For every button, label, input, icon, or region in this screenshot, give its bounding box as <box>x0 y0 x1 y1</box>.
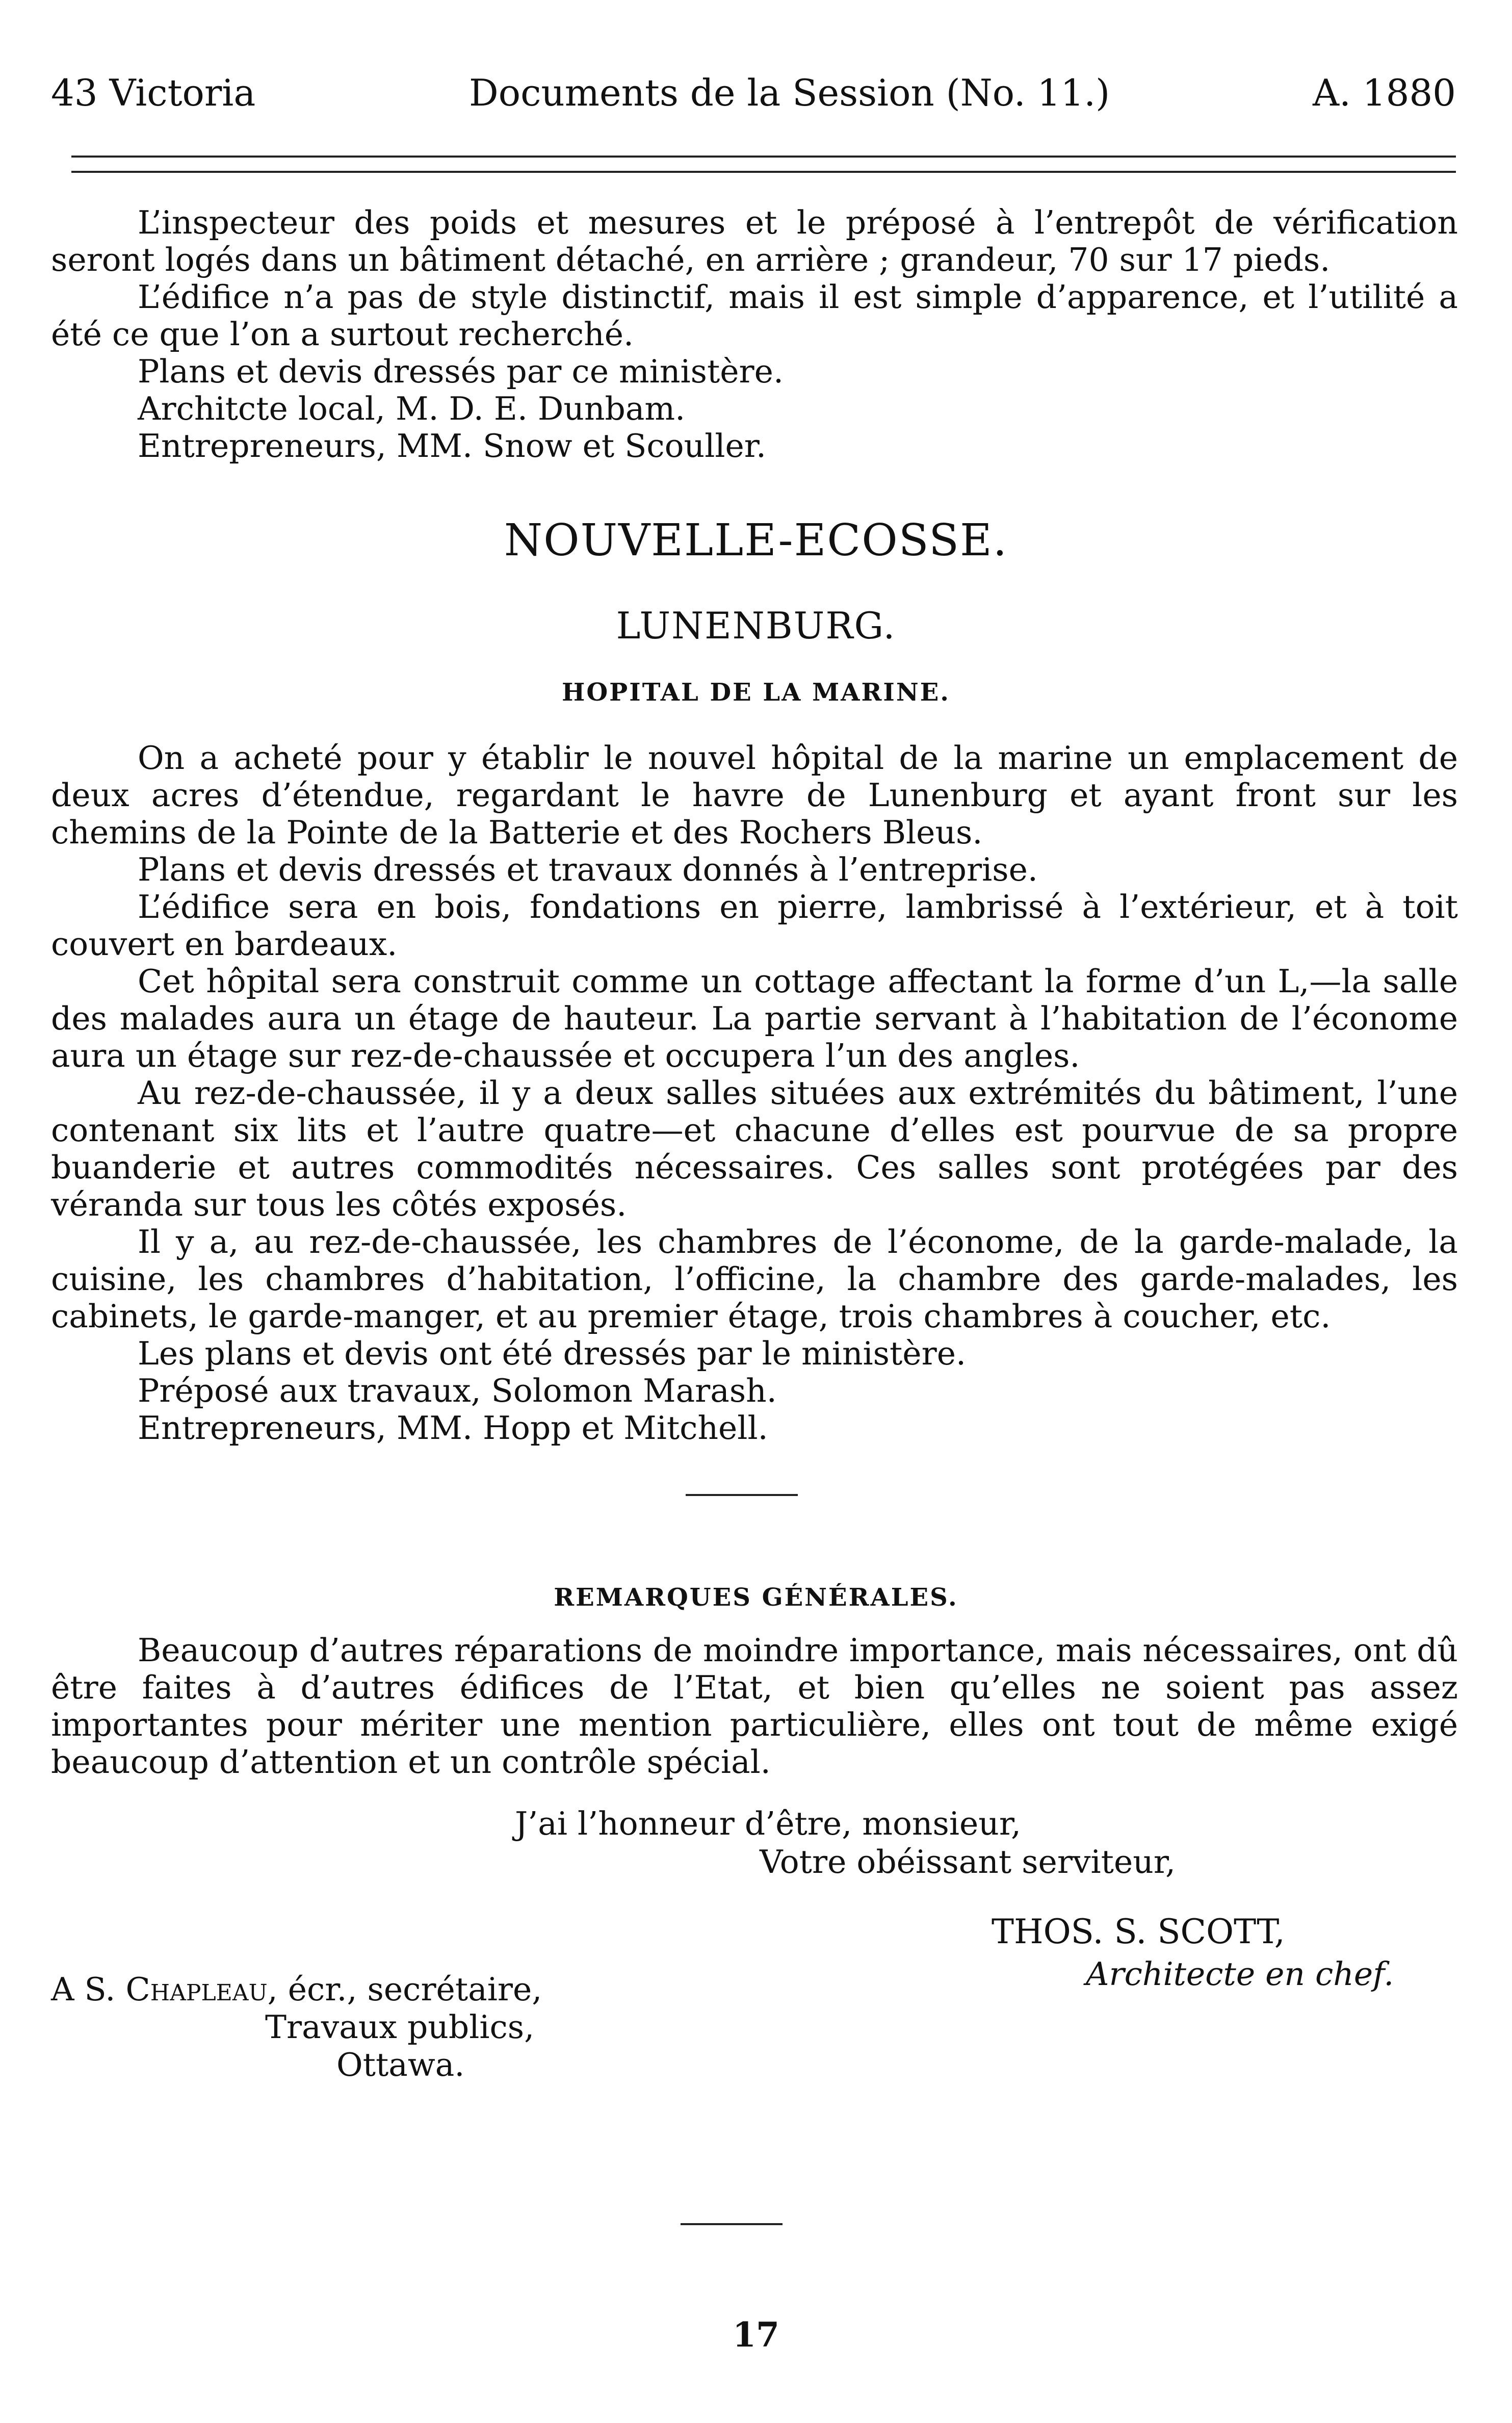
intro-line-contractors: Entrepreneurs, MM. Snow et Scouller. <box>138 427 766 465</box>
intro-section <box>51 204 1458 465</box>
hospital-line-supervisor: Préposé aux travaux, Solomon Marash. <box>138 1372 777 1409</box>
running-header <box>51 71 1456 127</box>
header-right: A. 1880 <box>1312 71 1456 114</box>
town-heading: LUNENBURG. <box>616 604 896 647</box>
addressee-prefix: A S. <box>51 1971 116 2008</box>
addressee-name: Chapleau <box>125 1971 268 2008</box>
footer-separator <box>681 2223 783 2225</box>
hospital-section <box>51 739 1458 1447</box>
remarks-heading: REMARQUES GÉNÉRALES. <box>554 1583 958 1612</box>
hospital-subheading: HOPITAL DE LA MARINE. <box>561 678 951 707</box>
hospital-paragraph-3: L’édifice sera en bois, fondations en pierre, lambrissé à l’extérieur, et à toit couvert en bardeaux. <box>51 888 1458 963</box>
header-left: 43 Victoria <box>51 71 256 114</box>
hospital-paragraph-6: Il y a, au rez-de-chaussée, les chambres de l’économe, de la garde-malade, la cuisine, les chambres d’habitation, l’officine, la chambre des garde-malades, les cabinets, le garde-manger, et au premier étage, trois chambres à coucher, etc. <box>51 1223 1458 1335</box>
intro-line-architect: Architcte local, M. D. E. Dunbam. <box>138 390 686 427</box>
intro-paragraph-2: L’édifice n’a pas de style distinctif, mais il est simple d’apparence, et l’utilité a été ce que l’on a surtout recherché. <box>51 278 1458 353</box>
header-rule-bottom <box>71 171 1456 173</box>
remarks-section <box>51 1632 1458 1781</box>
section-separator <box>686 1494 798 1496</box>
addressee-role: , écr., secrétaire, <box>267 1971 542 2008</box>
addressee-line-3: Ottawa. <box>336 2046 465 2083</box>
signature-name: THOS. S. SCOTT, <box>992 1912 1285 1951</box>
hospital-line-plans: Plans et devis dressés et travaux donnés à l’entreprise. <box>138 851 1038 888</box>
header-center: Documents de la Session (No. 11.) <box>469 71 1110 114</box>
closing-servant: Votre obéissant serviteur, <box>760 1843 1176 1880</box>
hospital-line-contractors: Entrepreneurs, MM. Hopp et Mitchell. <box>138 1409 768 1447</box>
province-heading: NOUVELLE-ECOSSE. <box>504 515 1008 566</box>
intro-line-plans: Plans et devis dressés par ce ministère. <box>138 353 784 390</box>
addressee-line-2: Travaux publics, <box>265 2008 535 2046</box>
page-number: 17 <box>733 2315 779 2355</box>
closing-salutation: J’ai l’honneur d’être, monsieur, <box>515 1805 1022 1842</box>
hospital-paragraph-1: On a acheté pour y établir le nouvel hôpital de la marine un emplacement de deux acres d’étendue, regardant le havre de Lunenburg et ayant front sur les chemins de la Pointe de la Batterie et des Rochers Bleus. <box>51 739 1458 851</box>
intro-paragraph-1: L’inspecteur des poids et mesures et le préposé à l’entrepôt de vérification seront logés dans un bâtiment détaché, en arrière ; grandeur, 70 sur 17 pieds. <box>51 204 1458 278</box>
hospital-paragraph-4: Cet hôpital sera construit comme un cottage affectant la forme d’un L,—la salle des malades aura un étage de hauteur. La partie servant à l’habitation de l’économe aura un étage sur rez-de-chaussée et occupera l’un des angles. <box>51 963 1458 1074</box>
addressee-block <box>51 1971 542 2084</box>
header-rule-top <box>71 156 1456 158</box>
hospital-paragraph-5: Au rez-de-chaussée, il y a deux salles situées aux extrémités du bâtiment, l’une contenant six lits et l’autre quatre—et chacune d’elles est pourvue de sa propre buanderie et autres commodités nécessaires. Ces salles sont protégées par des véranda sur tous les côtés exposés. <box>51 1074 1458 1223</box>
addressee-line-1 <box>51 1971 542 2008</box>
signature-title: Architecte en chef. <box>1086 1955 1394 1993</box>
hospital-line-plans-ministry: Les plans et devis ont été dressés par le ministère. <box>138 1335 967 1372</box>
remarks-paragraph: Beaucoup d’autres réparations de moindre importance, mais nécessaires, ont dû être faites à d’autres édifices de l’Etat, et bien qu’elles ne soient pas assez importantes pour mériter une mention particulière, elles ont tout de même exigé beaucoup d’attention et un contrôle spécial. <box>51 1632 1458 1781</box>
